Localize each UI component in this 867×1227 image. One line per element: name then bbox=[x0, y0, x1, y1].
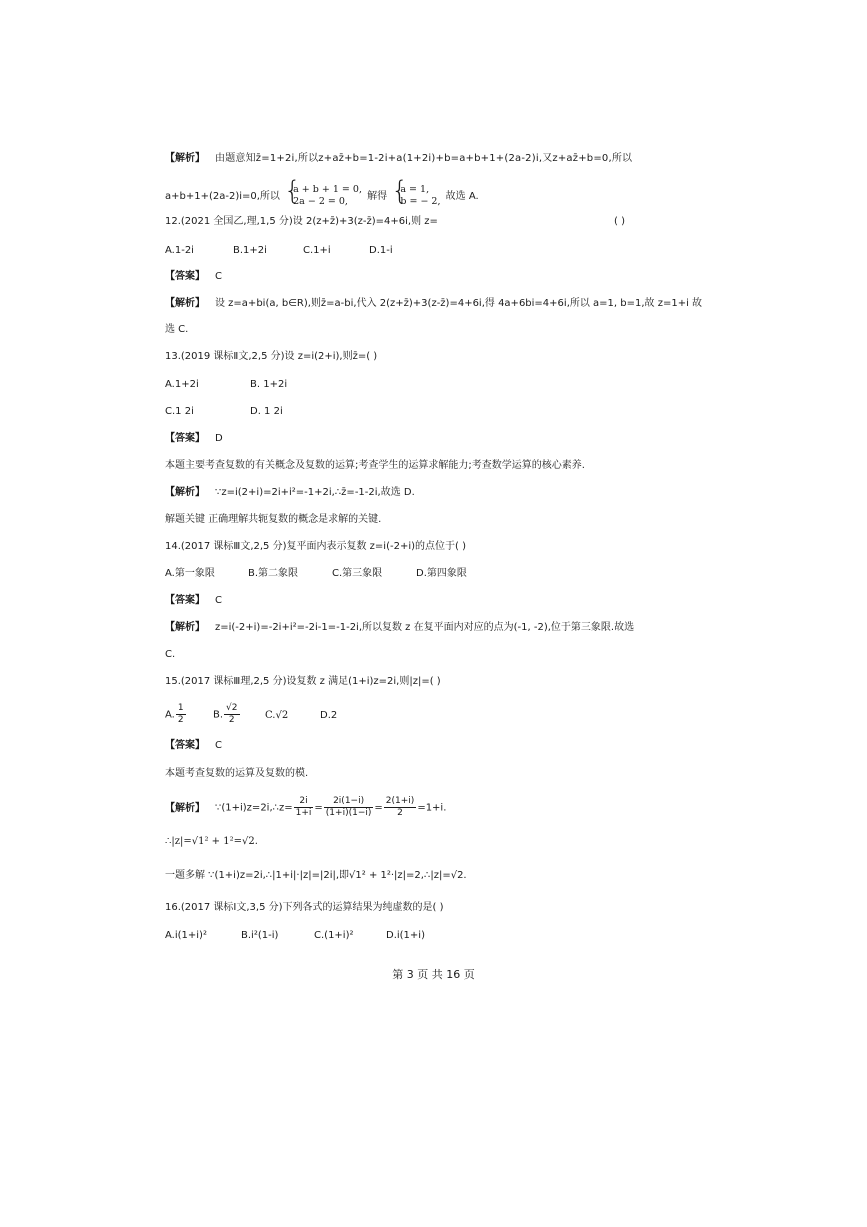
option-d: D.1-i bbox=[369, 245, 393, 256]
option-a: A.i(1+i)² bbox=[165, 930, 207, 941]
equation-system-1 bbox=[285, 184, 362, 208]
option-c: C.1 2i bbox=[165, 406, 194, 417]
answer-tag: 【答案】 bbox=[165, 740, 205, 751]
fraction bbox=[324, 796, 374, 819]
option-c: C.(1+i)² bbox=[314, 930, 354, 941]
analysis-text: ∴|z|=√1² + 1²=√2. bbox=[165, 836, 258, 847]
question-15-note bbox=[165, 767, 308, 781]
note-text: 本题主要考查复数的有关概念及复数的运算;考查学生的运算求解能力;考查数学运算的核心素养. bbox=[165, 460, 585, 471]
analysis-text: 解得 bbox=[367, 191, 388, 202]
option-d: D.2 bbox=[320, 709, 338, 721]
analysis-text: ∵(1+i)z=2i,∴z= bbox=[215, 802, 293, 814]
fraction bbox=[224, 703, 239, 726]
numerator: √2 bbox=[226, 703, 238, 713]
analysis-tag: 【解析】 bbox=[165, 802, 205, 814]
fraction bbox=[384, 796, 417, 819]
answer-value: D bbox=[215, 433, 223, 444]
question-12-answer bbox=[165, 270, 222, 284]
option-a: A.1+2i bbox=[165, 379, 199, 390]
key-text: 解题关键 正确理解共轭复数的概念是求解的关键. bbox=[165, 514, 382, 525]
option-d: D. 1 2i bbox=[250, 406, 283, 417]
answer-tag: 【答案】 bbox=[165, 595, 205, 606]
analysis-text: 选 C. bbox=[165, 324, 189, 335]
answer-blank bbox=[614, 215, 625, 229]
analysis-tag: 【解析】 bbox=[165, 153, 205, 164]
question-15-alt-solution bbox=[165, 869, 467, 883]
question-text: 14.(2017 课标Ⅲ文,2,5 分)复平面内表示复数 z=i(-2+i)的点位于( ) bbox=[165, 541, 466, 552]
answer-value: C bbox=[215, 595, 222, 606]
question-15-answer bbox=[165, 739, 222, 753]
analysis-tag: 【解析】 bbox=[165, 298, 205, 309]
analysis-text: z=i(-2+i)=-2i+i²=-2i-1=-1-2i,所以复数 z 在复平面内对应的点为(-1, -2),位于第三象限.故选 bbox=[215, 622, 635, 633]
denominator: 1+i bbox=[295, 808, 312, 818]
question-14-analysis-cont bbox=[165, 648, 175, 662]
equation-row: b = − 2, bbox=[400, 196, 441, 207]
numerator: 1 bbox=[177, 703, 184, 713]
answer-tag: 【答案】 bbox=[165, 433, 205, 444]
numerator: 2i(1−i) bbox=[324, 796, 374, 808]
analysis-line-2 bbox=[165, 184, 479, 208]
option-b bbox=[213, 703, 265, 726]
analysis-text: 由题意知z̄=1+2i,所以z+az̄+b=1-2i+a(1+2i)+b=a+b+1+(2a-2)i,又z+az̄+b=0,所以 bbox=[215, 153, 633, 164]
fraction bbox=[176, 703, 186, 726]
option-a bbox=[165, 703, 213, 726]
question-15-modulus bbox=[165, 835, 258, 849]
option-d: D.i(1+i) bbox=[386, 930, 425, 941]
question-12-analysis-cont bbox=[165, 323, 188, 337]
question-text: 16.(2017 课标Ⅰ文,3,5 分)下列各式的运算结果为纯虚数的是( ) bbox=[165, 902, 444, 913]
answer-tag: 【答案】 bbox=[165, 271, 205, 282]
question-13-analysis bbox=[165, 486, 415, 500]
numerator: 2(1+i) bbox=[385, 796, 415, 806]
equation-system-2 bbox=[392, 184, 440, 208]
analysis-text: C. bbox=[165, 649, 176, 660]
option-b: B. 1+2i bbox=[250, 379, 288, 390]
question-14-stem bbox=[165, 540, 466, 554]
question-13-key bbox=[165, 513, 381, 527]
option-b: B.第二象限 bbox=[248, 568, 299, 579]
option-label: B. bbox=[213, 709, 224, 721]
question-14-analysis bbox=[165, 621, 634, 635]
option-b: B.i²(1-i) bbox=[241, 930, 279, 941]
option-d: D.第四象限 bbox=[416, 568, 467, 579]
question-13-answer bbox=[165, 432, 223, 446]
equals-sign: = bbox=[374, 802, 383, 814]
denominator: 2 bbox=[397, 808, 403, 818]
analysis-line-1 bbox=[165, 152, 632, 166]
option-c: C.第三象限 bbox=[332, 568, 383, 579]
question-15-analysis bbox=[165, 796, 446, 819]
question-12-stem bbox=[165, 215, 438, 229]
analysis-text: a+b+1+(2a-2)i=0,所以 bbox=[165, 191, 280, 202]
page-footer: 第 3 页 共 16 页 bbox=[392, 968, 475, 981]
question-13-stem bbox=[165, 350, 377, 364]
option-b: B.1+2i bbox=[233, 245, 267, 256]
equals-sign: = bbox=[314, 802, 323, 814]
option-c: C.1+i bbox=[303, 245, 331, 256]
analysis-text: 设 z=a+bi(a, b∈R),则z̄=a-bi,代入 2(z+z̄)+3(z-z̄)=4+6i,得 4a+6bi=4+6i,所以 a=1, b=1,故 z=1+i 故 bbox=[215, 298, 703, 309]
question-12-options bbox=[165, 244, 393, 258]
equation-row: 2a − 2 = 0, bbox=[293, 196, 348, 207]
analysis-text: =1+i. bbox=[417, 802, 447, 814]
fraction bbox=[294, 796, 314, 819]
denominator: 2 bbox=[228, 715, 235, 725]
option-a: A.第一象限 bbox=[165, 568, 215, 579]
answer-paren: ( ) bbox=[614, 216, 625, 227]
question-text: 15.(2017 课标Ⅲ理,2,5 分)设复数 z 满足(1+i)z=2i,则|z|=( ) bbox=[165, 676, 441, 687]
option-label: A. bbox=[165, 709, 175, 721]
analysis-text: ∵z=i(2+i)=2i+i²=-1+2i,∴z̄=-1-2i,故选 D. bbox=[215, 487, 415, 498]
question-13-note bbox=[165, 459, 585, 473]
question-13-options-row2 bbox=[165, 405, 283, 419]
denominator: (1+i)(1−i) bbox=[325, 808, 372, 818]
analysis-tag: 【解析】 bbox=[165, 487, 205, 498]
analysis-text: 故选 A. bbox=[445, 191, 479, 202]
analysis-tag: 【解析】 bbox=[165, 622, 205, 633]
denominator: 2 bbox=[177, 715, 184, 725]
alt-solution-text: 一题多解 ∵(1+i)z=2i,∴|1+i|·|z|=|2i|,即√1² + 1²·|z|=2,∴|z|=√2. bbox=[165, 870, 467, 881]
option-a: A.1-2i bbox=[165, 245, 194, 256]
question-text: 12.(2021 全国乙,理,1,5 分)设 2(z+z̄)+3(z-z̄)=4+6i,则 z= bbox=[165, 216, 438, 227]
question-14-options bbox=[165, 567, 467, 581]
numerator: 2i bbox=[294, 796, 314, 808]
question-15-stem bbox=[165, 675, 441, 689]
question-13-options-row1 bbox=[165, 378, 287, 392]
question-12-analysis bbox=[165, 297, 702, 311]
equation-row: { a = 1, bbox=[400, 184, 430, 195]
note-text: 本题考查复数的运算及复数的模. bbox=[165, 768, 309, 779]
question-14-answer bbox=[165, 594, 222, 608]
question-16-options bbox=[165, 929, 425, 943]
question-15-options bbox=[165, 703, 337, 726]
equation-row: { a + b + 1 = 0, bbox=[293, 184, 362, 195]
answer-value: C bbox=[215, 740, 222, 751]
question-16-stem bbox=[165, 901, 444, 915]
question-text: 13.(2019 课标Ⅱ文,2,5 分)设 z=i(2+i),则z̄=( ) bbox=[165, 351, 378, 362]
answer-value: C bbox=[215, 271, 222, 282]
option-c: C.√2 bbox=[265, 709, 289, 721]
